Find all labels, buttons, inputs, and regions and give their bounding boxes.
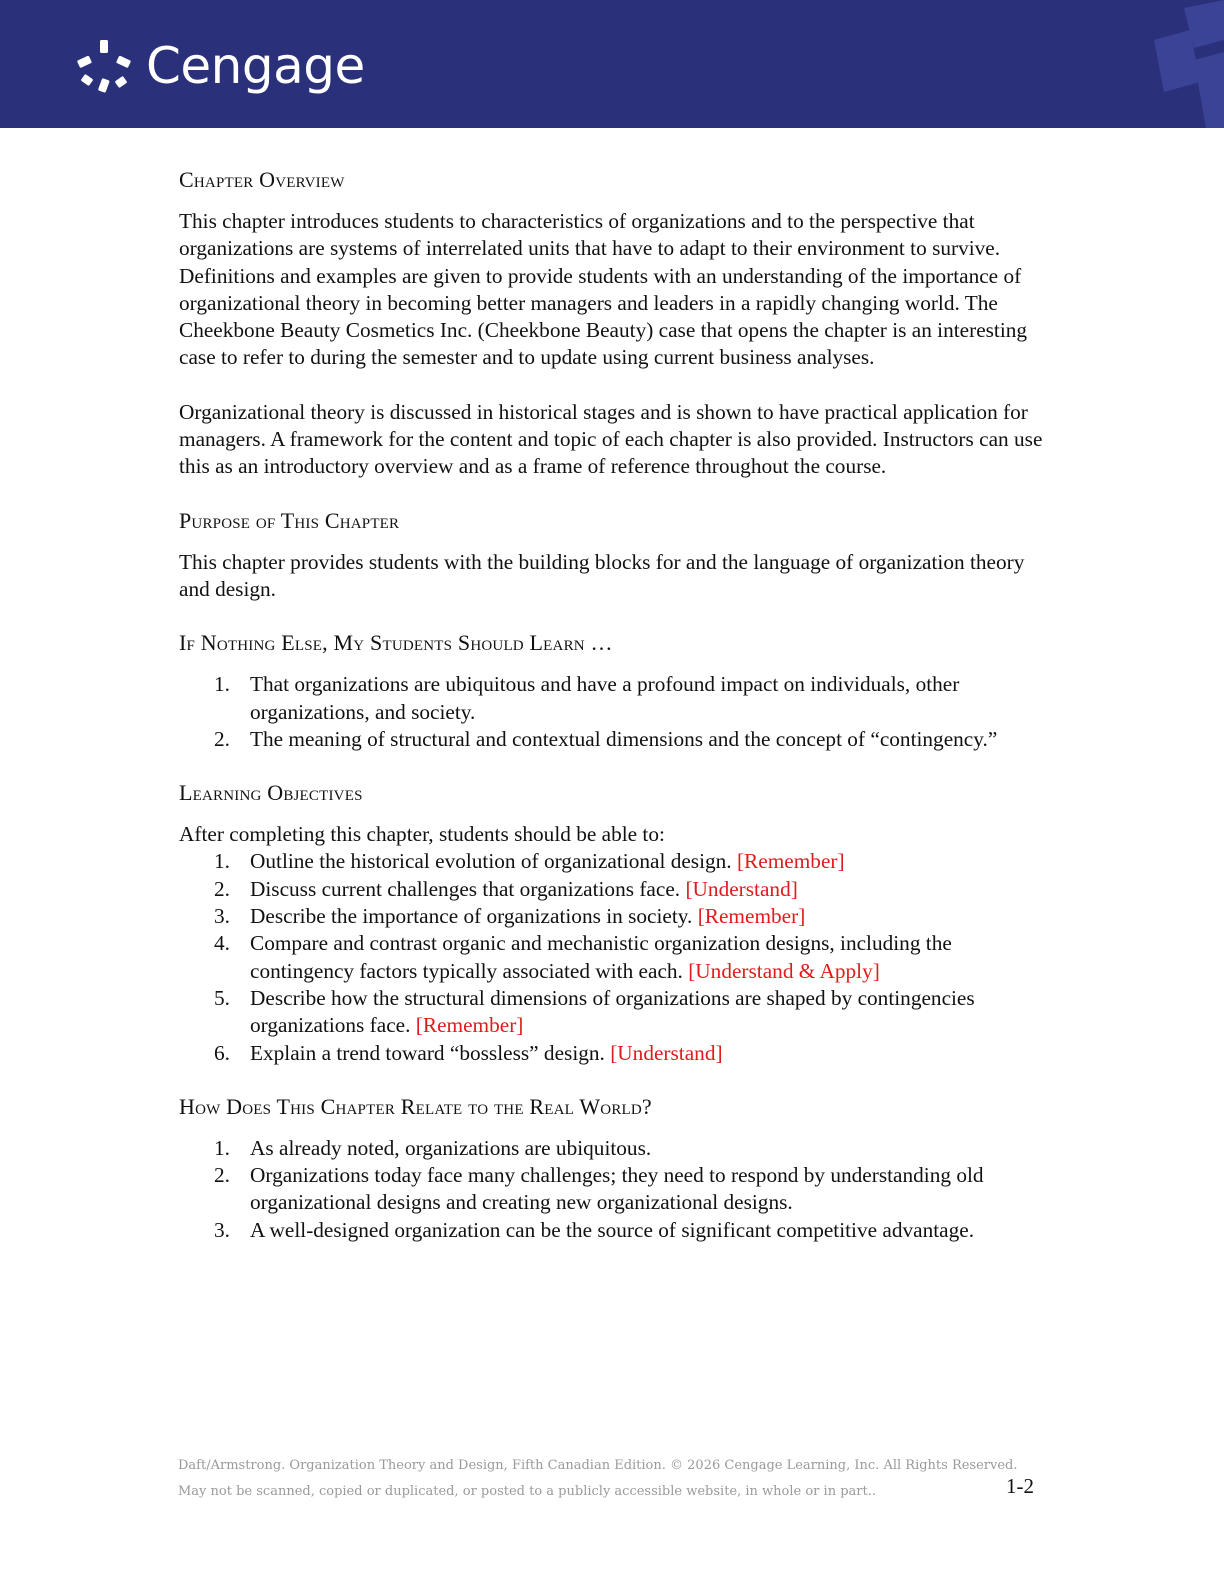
overview-paragraph-1: This chapter introduces students to characteristics of organizations and to the perspective that organizations are systems of interrelated units that have to adapt to their environment to survive. Definitions and examples are given to provide students with an understanding of the importance of organizational theory in becoming better managers and leaders in a rapidly changing world. The Cheekbone Beauty Cosmetics Inc. (Cheekbone Beauty) case that opens the chapter is an interesting case to refer to during the semester and to update using current business analyses. xyxy=(179,209,1028,370)
footer xyxy=(178,1453,1038,1505)
list-item: 5. Describe how the structural dimensions of organizations are shaped by contingencies organizations face. [Remember] xyxy=(214,985,975,1038)
header-banner xyxy=(0,0,1224,128)
heading-should-learn: If Nothing Else, My Students Should Learn … xyxy=(179,630,613,656)
objectives-list xyxy=(179,848,1059,1066)
heading-real-world: How Does This Chapter Relate to the Real World? xyxy=(179,1093,652,1119)
realworld-list xyxy=(179,1135,1059,1244)
list-item: 4. Compare and contrast organic and mechanistic organization designs, including the contingency factors typically associated with each. [Understand & Apply] xyxy=(214,931,952,983)
bloom-tag: [Understand & Apply] xyxy=(688,958,880,983)
list-item: 3. Describe the importance of organizations in society. [Remember] xyxy=(214,904,806,929)
list-item: 2. Discuss current challenges that organizations face. [Understand] xyxy=(214,876,798,901)
copyright-line: Daft/Armstrong. Organization Theory and Design, Fifth Canadian Edition. © 2026 Cengage Learning, Inc. All Rights Reserved. xyxy=(178,1458,1018,1473)
list-item: 2. Organizations today face many challenges; they need to respond by understanding old organizational designs and creating new organizational designs. xyxy=(214,1163,984,1215)
heading-chapter-overview: Chapter Overview xyxy=(179,167,345,192)
list-item: 1. Outline the historical evolution of organizational design. [Remember] xyxy=(214,849,845,874)
overview-paragraph-2: Organizational theory is discussed in historical stages and is shown to have practical application for managers. A framework for the content and topic of each chapter is also provided. Instructors can use this as an introductory overview and as a frame of reference throughout the course. xyxy=(179,399,1043,479)
purpose-paragraph: This chapter provides students with the building blocks for and the language of organization theory and design. xyxy=(179,549,1025,601)
decorative-blocks-icon xyxy=(1124,0,1224,128)
list-item: 1. As already noted, organizations are ubiquitous. xyxy=(214,1135,652,1160)
bloom-tag: [Remember] xyxy=(736,849,845,874)
distribution-notice: May not be scanned, copied or duplicated, or posted to a publicly accessible website, in whole or in part.. xyxy=(178,1484,876,1499)
bloom-tag: [Understand] xyxy=(685,876,798,901)
list-item: 3. A well-designed organization can be the source of significant competitive advantage. xyxy=(214,1217,975,1242)
page-number: 1-2 xyxy=(1006,1474,1034,1498)
list-item: 2. The meaning of structural and contextual dimensions and the concept of “contingency.” xyxy=(214,726,998,751)
heading-learning-objectives: Learning Objectives xyxy=(179,780,363,806)
cengage-logo-icon xyxy=(74,38,134,94)
learn-list xyxy=(179,671,1059,753)
document-body xyxy=(179,150,1059,1244)
cengage-logo[interactable] xyxy=(74,38,365,94)
list-item: 1. That organizations are ubiquitous and have a profound impact on individuals, other organizations, and society. xyxy=(214,672,960,724)
brand-name: Cengage xyxy=(146,37,365,95)
bloom-tag: [Remember] xyxy=(415,1013,524,1038)
bloom-tag: [Understand] xyxy=(610,1040,723,1065)
bloom-tag: [Remember] xyxy=(697,904,806,929)
list-item: 6. Explain a trend toward “bossless” design. [Understand] xyxy=(214,1040,723,1065)
objectives-intro: After completing this chapter, students should be able to: xyxy=(179,822,665,847)
heading-purpose: Purpose of This Chapter xyxy=(179,507,400,533)
